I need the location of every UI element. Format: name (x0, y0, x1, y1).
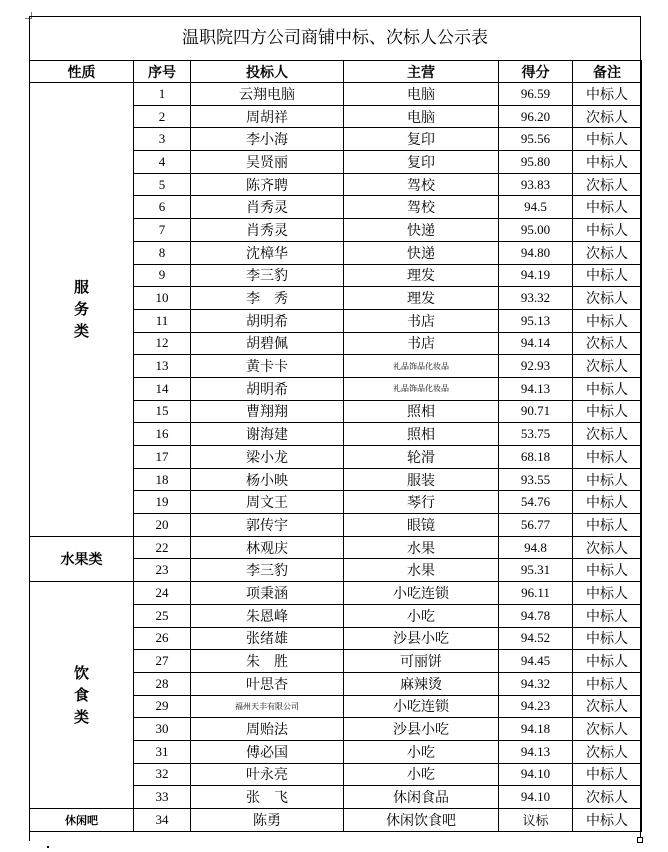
business-cell: 电脑 (344, 105, 499, 128)
remark-cell: 中标人 (573, 128, 642, 151)
score-cell: 93.83 (499, 173, 573, 196)
bidder-cell: 云翔电脑 (191, 83, 344, 106)
remark-cell: 中标人 (573, 559, 642, 582)
bidder-cell: 郭传宇 (191, 514, 344, 537)
score-cell: 94.45 (499, 650, 573, 673)
business-cell: 复印 (344, 151, 499, 174)
bidder-cell: 李三豹 (191, 264, 344, 287)
remark-cell: 中标人 (573, 604, 642, 627)
bidder-cell: 黄卡卡 (191, 355, 344, 378)
number-cell: 19 (134, 491, 191, 514)
number-cell: 30 (134, 718, 191, 741)
number-cell: 10 (134, 287, 191, 310)
table-row (30, 582, 642, 605)
business-cell: 轮滑 (344, 446, 499, 469)
number-cell: 9 (134, 264, 191, 287)
score-cell: 96.20 (499, 105, 573, 128)
business-cell: 书店 (344, 309, 499, 332)
category-char: 类 (73, 708, 89, 727)
business-cell: 电脑 (344, 83, 499, 106)
category-char: 食 (73, 686, 89, 705)
business-cell: 服装 (344, 468, 499, 491)
bidder-cell: 叶思杏 (191, 672, 344, 695)
remark-cell: 中标人 (573, 377, 642, 400)
score-cell: 95.13 (499, 309, 573, 332)
bidder-cell: 杨小映 (191, 468, 344, 491)
bidder-cell: 傅必国 (191, 740, 344, 763)
header-remark: 备注 (573, 61, 642, 83)
score-cell: 94.80 (499, 241, 573, 264)
bidder-cell: 林观庆 (191, 536, 344, 559)
bidder-cell: 胡明希 (191, 377, 344, 400)
score-cell: 94.18 (499, 718, 573, 741)
remark-cell: 次标人 (573, 740, 642, 763)
bid-results-sheet (29, 16, 641, 841)
bidder-cell: 福州天丰有限公司 (191, 695, 344, 718)
cursor-dot (47, 846, 49, 848)
number-cell: 22 (134, 536, 191, 559)
score-cell: 56.77 (499, 514, 573, 537)
header-row (30, 61, 642, 83)
business-cell: 驾校 (344, 196, 499, 219)
business-cell: 小吃连锁 (344, 695, 499, 718)
business-cell: 小吃连锁 (344, 582, 499, 605)
score-cell: 95.31 (499, 559, 573, 582)
results-table (29, 60, 642, 832)
category-cell: 休闲吧 (30, 809, 134, 832)
score-cell: 94.10 (499, 786, 573, 809)
remark-cell: 次标人 (573, 355, 642, 378)
business-cell: 理发 (344, 287, 499, 310)
business-cell: 快递 (344, 219, 499, 242)
number-cell: 18 (134, 468, 191, 491)
business-cell: 书店 (344, 332, 499, 355)
header-number: 序号 (134, 61, 191, 83)
bidder-cell: 朱 胜 (191, 650, 344, 673)
bidder-cell: 张 飞 (191, 786, 344, 809)
score-cell: 94.13 (499, 377, 573, 400)
remark-cell: 中标人 (573, 627, 642, 650)
remark-cell: 中标人 (573, 400, 642, 423)
table-row (30, 83, 642, 106)
score-cell: 68.18 (499, 446, 573, 469)
header-bidder: 投标人 (191, 61, 344, 83)
bidder-cell: 李 秀 (191, 287, 344, 310)
remark-cell: 次标人 (573, 241, 642, 264)
remark-cell: 次标人 (573, 718, 642, 741)
score-cell: 94.78 (499, 604, 573, 627)
remark-cell: 中标人 (573, 83, 642, 106)
number-cell: 24 (134, 582, 191, 605)
score-cell: 94.8 (499, 536, 573, 559)
number-cell: 31 (134, 740, 191, 763)
remark-cell: 中标人 (573, 672, 642, 695)
remark-cell: 次标人 (573, 536, 642, 559)
score-cell: 94.32 (499, 672, 573, 695)
business-cell: 驾校 (344, 173, 499, 196)
business-cell: 水果 (344, 559, 499, 582)
number-cell: 5 (134, 173, 191, 196)
number-cell: 15 (134, 400, 191, 423)
score-cell: 90.71 (499, 400, 573, 423)
remark-cell: 中标人 (573, 491, 642, 514)
number-cell: 26 (134, 627, 191, 650)
number-cell: 29 (134, 695, 191, 718)
score-cell: 96.11 (499, 582, 573, 605)
business-cell: 水果 (344, 536, 499, 559)
score-cell: 95.80 (499, 151, 573, 174)
score-cell: 94.10 (499, 763, 573, 786)
bidder-cell: 陈齐聘 (191, 173, 344, 196)
bidder-cell: 谢海建 (191, 423, 344, 446)
business-cell: 快递 (344, 241, 499, 264)
business-cell: 照相 (344, 423, 499, 446)
bidder-cell: 曹翔翔 (191, 400, 344, 423)
business-cell: 小吃 (344, 763, 499, 786)
category-char: 服 (73, 278, 89, 297)
number-cell: 1 (134, 83, 191, 106)
number-cell: 4 (134, 151, 191, 174)
category-cell (30, 83, 134, 537)
number-cell: 7 (134, 219, 191, 242)
bidder-cell: 周胡祥 (191, 105, 344, 128)
number-cell: 11 (134, 309, 191, 332)
remark-cell: 中标人 (573, 219, 642, 242)
table-row (30, 536, 642, 559)
remark-cell: 次标人 (573, 105, 642, 128)
category-cell (30, 582, 134, 809)
bidder-cell: 胡碧佩 (191, 332, 344, 355)
remark-cell: 中标人 (573, 763, 642, 786)
score-cell: 议标 (499, 809, 573, 832)
bidder-cell: 沈樟华 (191, 241, 344, 264)
number-cell: 14 (134, 377, 191, 400)
business-cell: 眼镜 (344, 514, 499, 537)
score-cell: 53.75 (499, 423, 573, 446)
remark-cell: 中标人 (573, 309, 642, 332)
business-cell: 理发 (344, 264, 499, 287)
bidder-cell: 项秉涵 (191, 582, 344, 605)
business-cell: 琴行 (344, 491, 499, 514)
business-cell: 休闲饮食吧 (344, 809, 499, 832)
bidder-cell: 胡明希 (191, 309, 344, 332)
header-score: 得分 (499, 61, 573, 83)
score-cell: 94.23 (499, 695, 573, 718)
bidder-cell: 吴贤丽 (191, 151, 344, 174)
number-cell: 23 (134, 559, 191, 582)
business-cell: 沙县小吃 (344, 718, 499, 741)
header-business: 主营 (344, 61, 499, 83)
remark-cell: 次标人 (573, 332, 642, 355)
remark-cell: 中标人 (573, 514, 642, 537)
score-cell: 94.13 (499, 740, 573, 763)
remark-cell: 次标人 (573, 423, 642, 446)
score-cell: 94.5 (499, 196, 573, 219)
number-cell: 20 (134, 514, 191, 537)
bidder-cell: 李小海 (191, 128, 344, 151)
number-cell: 17 (134, 446, 191, 469)
business-cell: 沙县小吃 (344, 627, 499, 650)
number-cell: 3 (134, 128, 191, 151)
number-cell: 28 (134, 672, 191, 695)
number-cell: 12 (134, 332, 191, 355)
category-cell: 水果类 (30, 536, 134, 581)
category-char: 饮 (73, 664, 89, 683)
number-cell: 13 (134, 355, 191, 378)
business-cell: 麻辣烫 (344, 672, 499, 695)
business-cell: 小吃 (344, 740, 499, 763)
score-cell: 93.55 (499, 468, 573, 491)
score-cell: 54.76 (499, 491, 573, 514)
bidder-cell: 肖秀灵 (191, 219, 344, 242)
business-cell: 礼品饰品化妆品 (344, 355, 499, 378)
number-cell: 25 (134, 604, 191, 627)
remark-cell: 次标人 (573, 786, 642, 809)
score-cell: 94.19 (499, 264, 573, 287)
score-cell: 96.59 (499, 83, 573, 106)
remark-cell: 中标人 (573, 468, 642, 491)
table-row (30, 809, 642, 832)
remark-cell: 次标人 (573, 695, 642, 718)
score-cell: 93.32 (499, 287, 573, 310)
remark-cell: 中标人 (573, 446, 642, 469)
number-cell: 34 (134, 809, 191, 832)
number-cell: 27 (134, 650, 191, 673)
remark-cell: 中标人 (573, 151, 642, 174)
number-cell: 33 (134, 786, 191, 809)
results-body (30, 83, 642, 832)
bidder-cell: 周贻法 (191, 718, 344, 741)
remark-cell: 次标人 (573, 287, 642, 310)
bidder-cell: 肖秀灵 (191, 196, 344, 219)
business-cell: 小吃 (344, 604, 499, 627)
bidder-cell: 朱恩峰 (191, 604, 344, 627)
remark-cell: 中标人 (573, 582, 642, 605)
bidder-cell: 周文王 (191, 491, 344, 514)
business-cell: 礼品饰品化妆品 (344, 377, 499, 400)
score-cell: 95.00 (499, 219, 573, 242)
business-cell: 照相 (344, 400, 499, 423)
table-resize-handle[interactable] (637, 837, 643, 843)
remark-cell: 中标人 (573, 809, 642, 832)
header-category: 性质 (30, 61, 134, 83)
business-cell: 复印 (344, 128, 499, 151)
remark-cell: 次标人 (573, 173, 642, 196)
number-cell: 16 (134, 423, 191, 446)
remark-cell: 中标人 (573, 650, 642, 673)
category-char: 务 (73, 300, 89, 319)
bidder-cell: 叶永亮 (191, 763, 344, 786)
number-cell: 2 (134, 105, 191, 128)
page-title: 温职院四方公司商铺中标、次标人公示表 (182, 28, 488, 48)
bidder-cell: 陈勇 (191, 809, 344, 832)
score-cell: 95.56 (499, 128, 573, 151)
remark-cell: 中标人 (573, 264, 642, 287)
score-cell: 94.52 (499, 627, 573, 650)
business-cell: 可丽饼 (344, 650, 499, 673)
score-cell: 92.93 (499, 355, 573, 378)
number-cell: 6 (134, 196, 191, 219)
score-cell: 94.14 (499, 332, 573, 355)
remark-cell: 中标人 (573, 196, 642, 219)
number-cell: 8 (134, 241, 191, 264)
business-cell: 休闲食品 (344, 786, 499, 809)
number-cell: 32 (134, 763, 191, 786)
bidder-cell: 张绪雄 (191, 627, 344, 650)
bidder-cell: 梁小龙 (191, 446, 344, 469)
bidder-cell: 李三豹 (191, 559, 344, 582)
category-char: 类 (73, 322, 89, 341)
